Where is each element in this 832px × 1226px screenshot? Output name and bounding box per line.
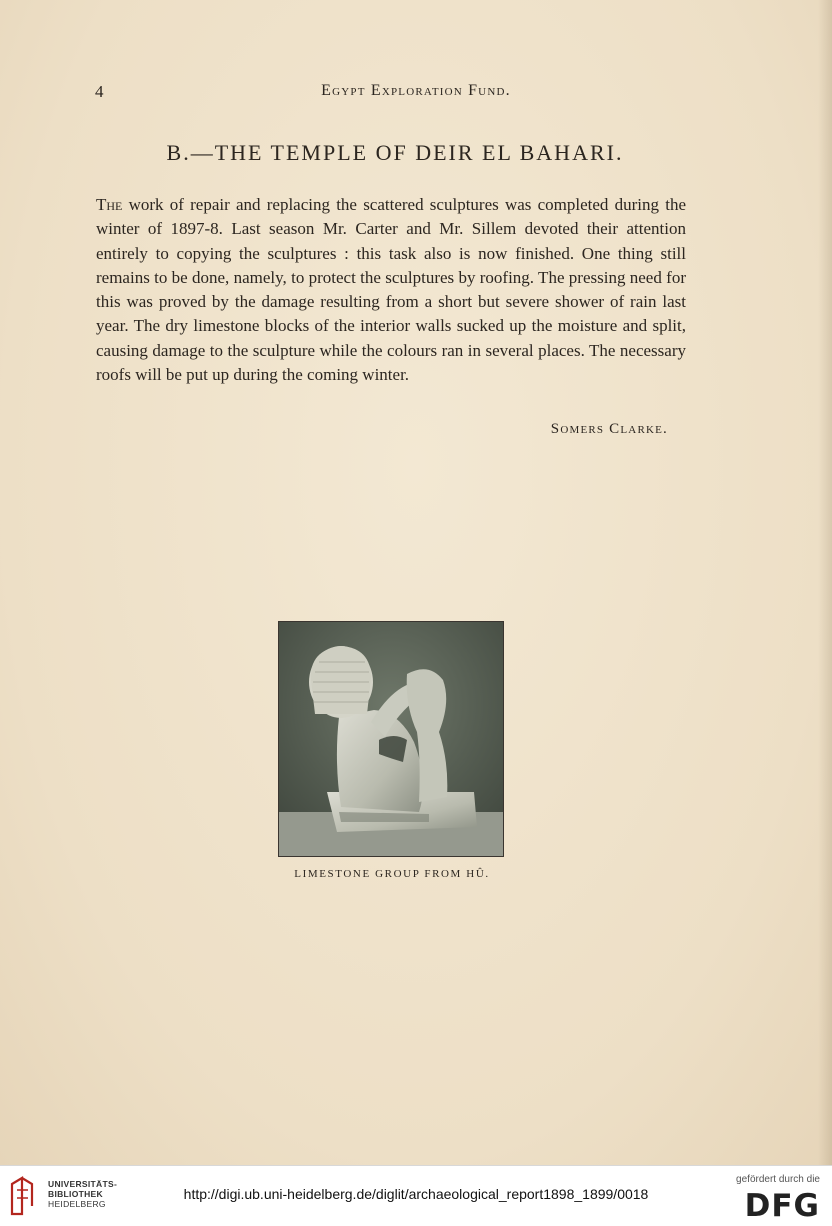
library-name: UNIVERSITÄTS- BIBLIOTHEK HEIDELBERG bbox=[48, 1179, 118, 1209]
running-head: Egypt Exploration Fund. bbox=[321, 82, 511, 99]
permalink-url[interactable]: http://digi.ub.uni-heidelberg.de/diglit/archaeological_report1898_1899/0018 bbox=[183, 1186, 649, 1202]
figure-plate bbox=[278, 621, 504, 857]
page-number: 4 bbox=[95, 82, 104, 101]
dfg-logo: DFG bbox=[744, 1188, 820, 1224]
digitization-footer bbox=[0, 1165, 832, 1226]
sculpture-photo-illustration bbox=[279, 622, 504, 857]
article-paragraph bbox=[96, 193, 686, 387]
lead-word: The bbox=[96, 195, 123, 214]
page-edge-shadow bbox=[818, 0, 832, 1165]
figure-caption: LIMESTONE GROUP FROM HÛ. bbox=[294, 868, 490, 880]
funded-by-label: gefördert durch die bbox=[736, 1174, 820, 1185]
section-title: B.—THE TEMPLE OF DEIR EL BAHARI. bbox=[166, 140, 624, 165]
article-body: work of repair and replacing the scattered sculptures was completed during the winter of 1897-8. Last season Mr. Carter and Mr. Sillem devoted their attention entirely to copying the sculptures : this task also is now finished. One thing still remains to be done, namely, to protect the sculptures by roofing. The pressing need for this was proved by the damage resulting from a short but severe shower of rain last year. The dry limestone blocks of the interior walls sucked up the moisture and split, causing damage to the sculpture while the colours ran in several places. The necessary roofs will be put up during the coming winter. bbox=[96, 195, 686, 385]
author-signature: Somers Clarke. bbox=[550, 421, 668, 437]
